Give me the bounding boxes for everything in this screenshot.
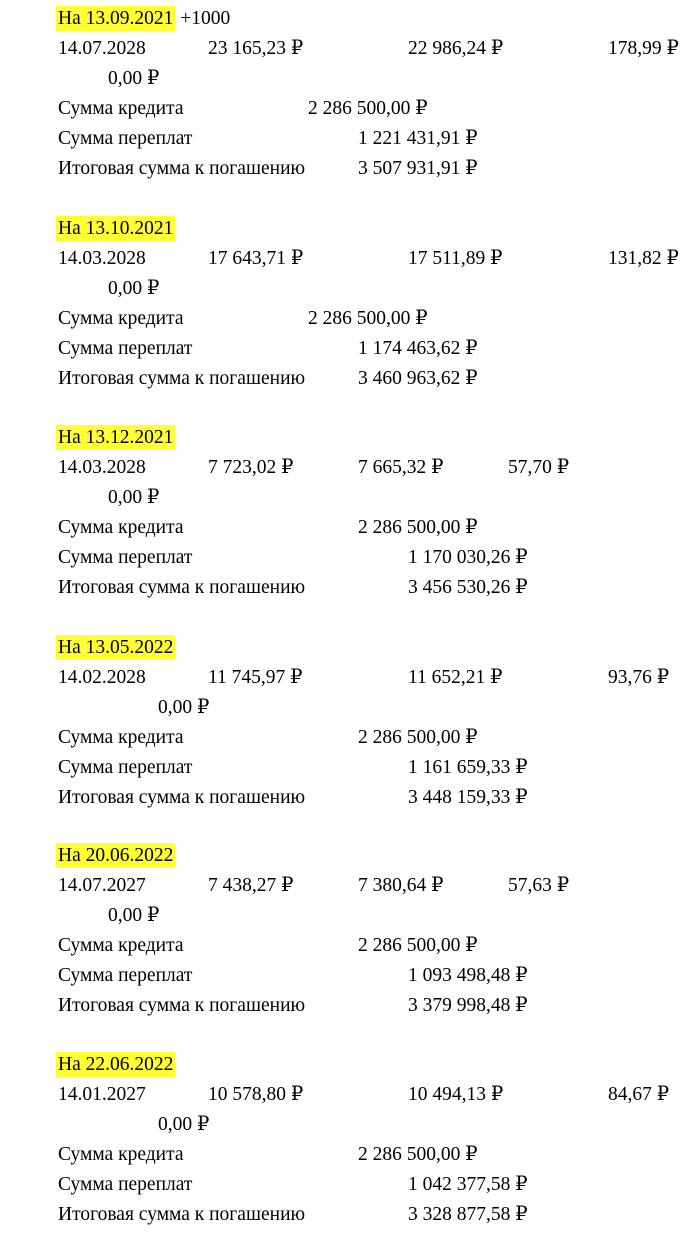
schedule-block-4 bbox=[0, 629, 700, 819]
row-balance: 0,00 ₽ bbox=[158, 1114, 210, 1135]
schedule-block-3 bbox=[0, 419, 700, 609]
total-label: Итоговая сумма к погашению bbox=[58, 158, 306, 179]
row-date: 14.07.2028 bbox=[58, 38, 146, 59]
row-interest: 57,70 ₽ bbox=[508, 457, 570, 478]
total-label: Итоговая сумма к погашению bbox=[58, 787, 306, 808]
row-interest: 84,67 ₽ bbox=[608, 1084, 670, 1105]
heading-highlight: На 13.12.2021 bbox=[58, 427, 174, 448]
credit-label: Сумма кредита bbox=[58, 308, 184, 329]
schedule-block-5 bbox=[0, 837, 700, 1027]
row-date: 14.03.2028 bbox=[58, 457, 146, 478]
overpay-value: 1 042 377,58 ₽ bbox=[408, 1174, 528, 1195]
row-payment: 11 745,97 ₽ bbox=[208, 667, 303, 688]
row-interest: 57,63 ₽ bbox=[508, 875, 570, 896]
block-heading bbox=[58, 9, 230, 29]
total-value: 3 448 159,33 ₽ bbox=[408, 787, 528, 808]
row-balance: 0,00 ₽ bbox=[108, 68, 160, 89]
overpay-label: Сумма переплат bbox=[58, 128, 193, 149]
credit-label: Сумма кредита bbox=[58, 727, 184, 748]
schedule-block-6 bbox=[0, 1046, 700, 1236]
block-heading bbox=[58, 638, 175, 658]
credit-value: 2 286 500,00 ₽ bbox=[308, 98, 428, 119]
overpay-label: Сумма переплат bbox=[58, 1174, 193, 1195]
total-value: 3 328 877,58 ₽ bbox=[408, 1204, 528, 1225]
row-date: 14.02.2028 bbox=[58, 667, 146, 688]
overpay-value: 1 221 431,91 ₽ bbox=[358, 128, 478, 149]
schedule-block-1 bbox=[0, 0, 700, 190]
credit-value: 2 286 500,00 ₽ bbox=[358, 517, 478, 538]
overpay-value: 1 170 030,26 ₽ bbox=[408, 547, 528, 568]
heading-highlight: На 20.06.2022 bbox=[58, 845, 174, 866]
total-value: 3 460 963,62 ₽ bbox=[358, 368, 478, 389]
row-interest: 131,82 ₽ bbox=[608, 248, 679, 269]
row-principal: 17 511,89 ₽ bbox=[408, 248, 503, 269]
total-value: 3 507 931,91 ₽ bbox=[358, 158, 478, 179]
schedule-block-2 bbox=[0, 210, 700, 400]
heading-highlight: На 13.10.2021 bbox=[58, 218, 174, 239]
total-label: Итоговая сумма к погашению bbox=[58, 995, 306, 1016]
credit-label: Сумма кредита bbox=[58, 1144, 184, 1165]
heading-highlight: На 22.06.2022 bbox=[58, 1054, 174, 1075]
block-heading bbox=[58, 428, 175, 448]
total-value: 3 379 998,48 ₽ bbox=[408, 995, 528, 1016]
heading-highlight: На 13.05.2022 bbox=[58, 637, 174, 658]
row-principal: 7 380,64 ₽ bbox=[358, 875, 444, 896]
overpay-label: Сумма переплат bbox=[58, 338, 193, 359]
total-label: Итоговая сумма к погашению bbox=[58, 368, 306, 389]
overpay-value: 1 161 659,33 ₽ bbox=[408, 757, 528, 778]
row-payment: 17 643,71 ₽ bbox=[208, 248, 304, 269]
block-heading bbox=[58, 846, 175, 866]
overpay-label: Сумма переплат bbox=[58, 547, 193, 568]
total-label: Итоговая сумма к погашению bbox=[58, 1204, 306, 1225]
credit-value: 2 286 500,00 ₽ bbox=[358, 727, 478, 748]
overpay-value: 1 093 498,48 ₽ bbox=[408, 965, 528, 986]
row-balance: 0,00 ₽ bbox=[158, 697, 210, 718]
row-date: 14.01.2027 bbox=[58, 1084, 146, 1105]
row-payment: 23 165,23 ₽ bbox=[208, 38, 304, 59]
row-balance: 0,00 ₽ bbox=[108, 487, 160, 508]
heading-highlight: На 13.09.2021 bbox=[58, 8, 174, 29]
total-label: Итоговая сумма к погашению bbox=[58, 577, 306, 598]
row-interest: 178,99 ₽ bbox=[608, 38, 679, 59]
overpay-label: Сумма переплат bbox=[58, 965, 193, 986]
row-balance: 0,00 ₽ bbox=[108, 278, 160, 299]
credit-label: Сумма кредита bbox=[58, 98, 184, 119]
credit-label: Сумма кредита bbox=[58, 517, 184, 538]
row-date: 14.07.2027 bbox=[58, 875, 146, 896]
row-principal: 11 652,21 ₽ bbox=[408, 667, 503, 688]
overpay-value: 1 174 463,62 ₽ bbox=[358, 338, 478, 359]
row-payment: 7 723,02 ₽ bbox=[208, 457, 294, 478]
credit-value: 2 286 500,00 ₽ bbox=[358, 1144, 478, 1165]
row-principal: 22 986,24 ₽ bbox=[408, 38, 504, 59]
block-heading bbox=[58, 1055, 175, 1075]
row-date: 14.03.2028 bbox=[58, 248, 146, 269]
block-heading bbox=[58, 219, 175, 239]
credit-value: 2 286 500,00 ₽ bbox=[358, 935, 478, 956]
credit-value: 2 286 500,00 ₽ bbox=[308, 308, 428, 329]
overpay-label: Сумма переплат bbox=[58, 757, 193, 778]
row-principal: 10 494,13 ₽ bbox=[408, 1084, 504, 1105]
row-payment: 10 578,80 ₽ bbox=[208, 1084, 304, 1105]
total-value: 3 456 530,26 ₽ bbox=[408, 577, 528, 598]
row-balance: 0,00 ₽ bbox=[108, 905, 160, 926]
heading-note: +1000 bbox=[180, 8, 231, 29]
row-interest: 93,76 ₽ bbox=[608, 667, 670, 688]
row-payment: 7 438,27 ₽ bbox=[208, 875, 294, 896]
credit-label: Сумма кредита bbox=[58, 935, 184, 956]
row-principal: 7 665,32 ₽ bbox=[358, 457, 444, 478]
